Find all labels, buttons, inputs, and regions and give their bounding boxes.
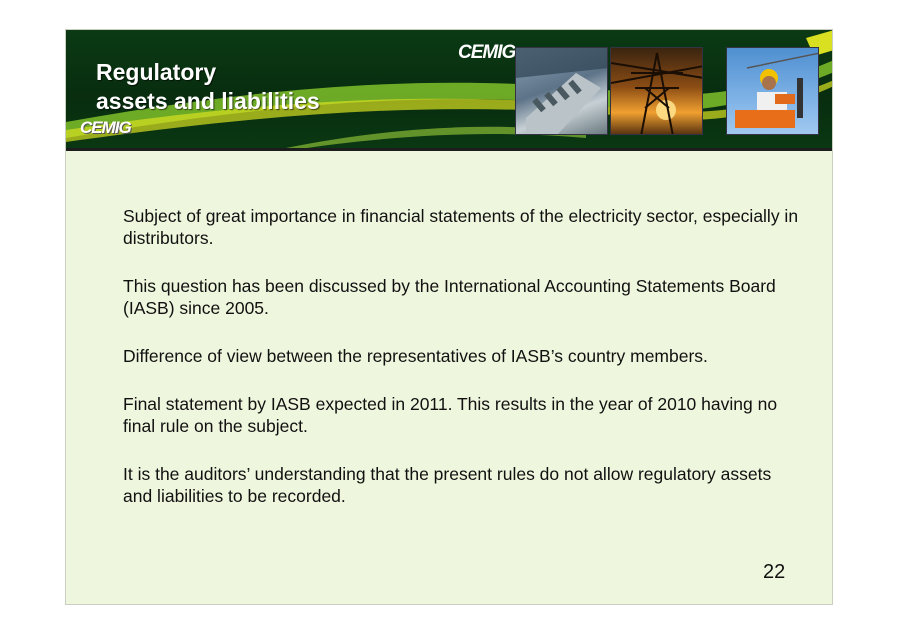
slide-body — [123, 205, 803, 533]
slide-title — [96, 58, 320, 116]
paragraph-4: Final statement by IASB expected in 2011. This results in the year of 2010 having no final rule on the subject. — [123, 394, 778, 436]
cemig-logo-top: CEMIG — [458, 42, 516, 63]
slide — [65, 29, 833, 605]
paragraph-1: Subject of great importance in financial statements of the electricity sector, especially in distributors. — [123, 206, 799, 248]
page-number: 22 — [763, 561, 786, 583]
power-tower-photo — [610, 47, 703, 135]
cemig-logo-bottom: CEMIG — [80, 118, 131, 137]
dam-photo — [515, 47, 608, 135]
paragraph-3: Difference of view between the representatives of IASB’s country members. — [123, 346, 708, 366]
title-line-1: Regulatory — [96, 59, 217, 85]
banner-divider — [66, 148, 833, 151]
lineman-worker-photo — [726, 47, 819, 135]
header-banner — [66, 30, 833, 151]
paragraph-2: This question has been discussed by the International Accounting Statements Board (IASB) since 2005. — [123, 276, 776, 318]
paragraph-5: It is the auditors’ understanding that the present rules do not allow regulatory assets and liabilities to be recorded. — [123, 464, 772, 506]
title-line-2: assets and liabilities — [96, 88, 320, 114]
